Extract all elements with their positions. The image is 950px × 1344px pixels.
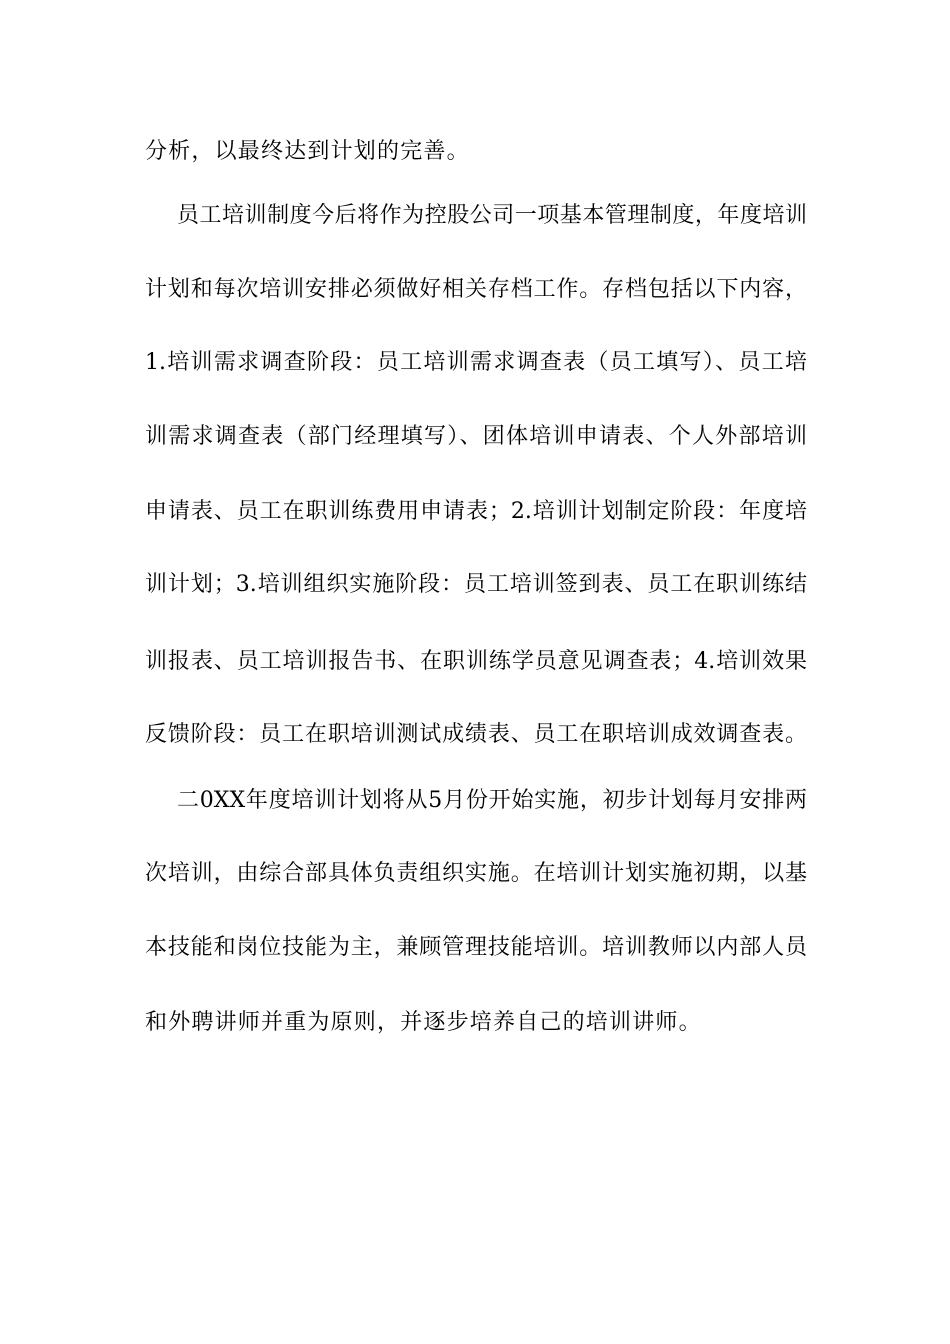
text-line-1: 分析，以最终达到计划的完善。 xyxy=(145,139,470,164)
text-line-7: 训计划；3.培训组织实施阶段：员工培训签到表、员工在职训练结 xyxy=(145,572,807,597)
text-line-9: 反馈阶段：员工在职培训测试成绩表、员工在职培训成效调查表。 xyxy=(145,722,807,747)
text-line-12: 本技能和岗位技能为主，兼顾管理技能培训。培训教师以内部人员 xyxy=(145,935,807,960)
text-line-10: 二0XX年度培训计划将从5月份开始实施，初步计划每月安排两 xyxy=(177,788,807,813)
text-line-8: 训报表、员工培训报告书、在职训练学员意见调查表；4.培训效果 xyxy=(145,649,807,674)
text-line-6: 申请表、员工在职训练费用申请表；2.培训计划制定阶段：年度培 xyxy=(145,499,807,524)
text-line-3: 计划和每次培训安排必须做好相关存档工作。存档包括以下内容， xyxy=(145,277,807,302)
text-line-5: 训需求调查表（部门经理填写）、团体培训申请表、个人外部培训 xyxy=(145,424,807,449)
text-line-2: 员工培训制度今后将作为控股公司一项基本管理制度，年度培训 xyxy=(177,203,807,228)
text-line-4: 1.培训需求调查阶段：员工培训需求调查表（员工填写）、员工培 xyxy=(145,350,807,375)
text-line-11: 次培训，由综合部具体负责组织实施。在培训计划实施初期，以基 xyxy=(145,861,807,886)
text-line-13: 和外聘讲师并重为原则，并逐步培养自己的培训讲师。 xyxy=(145,1010,702,1035)
